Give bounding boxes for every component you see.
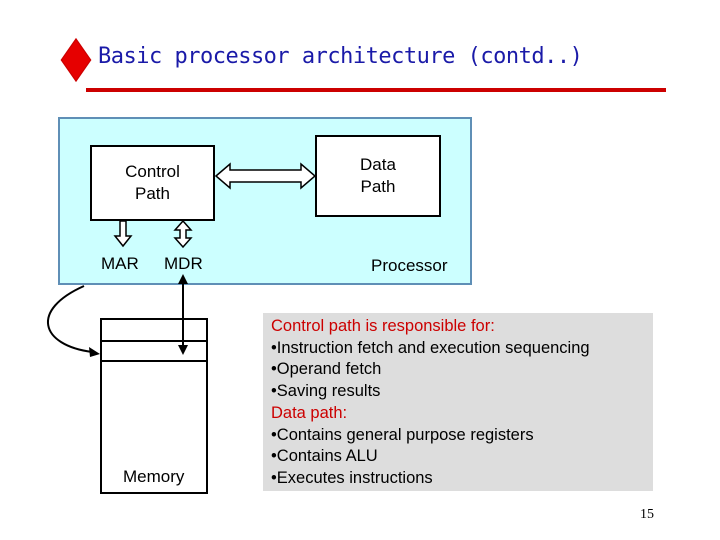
description-item: •Executes instructions <box>271 468 433 487</box>
description-text <box>271 316 590 490</box>
description-item: •Operand fetch <box>271 360 382 379</box>
processor-label: Processor <box>371 256 448 275</box>
page-number: 15 <box>640 507 654 522</box>
mar-address-curved-arrow <box>48 286 100 357</box>
data-path-box: Data Path <box>315 135 441 217</box>
control-data-double-arrow <box>216 164 315 188</box>
control-path-box: Control Path <box>90 145 215 221</box>
description-item: •Instruction fetch and execution sequencing <box>271 338 590 357</box>
mdr-label: MDR <box>164 254 203 273</box>
control-to-mar-arrow <box>115 221 131 246</box>
mdr-memory-bidirectional-arrow <box>178 274 188 355</box>
slide-title: Basic processor architecture (contd..) <box>98 44 583 69</box>
description-heading: Control path is responsible for: <box>271 317 495 335</box>
description-item: •Contains general purpose registers <box>271 425 534 444</box>
description-item: •Contains ALU <box>271 447 378 466</box>
memory-label: Memory <box>123 467 185 486</box>
description-item: •Saving results <box>271 382 381 401</box>
description-heading: Data path: <box>271 403 348 422</box>
control-to-mdr-arrow <box>175 221 191 247</box>
mar-label: MAR <box>101 254 139 273</box>
